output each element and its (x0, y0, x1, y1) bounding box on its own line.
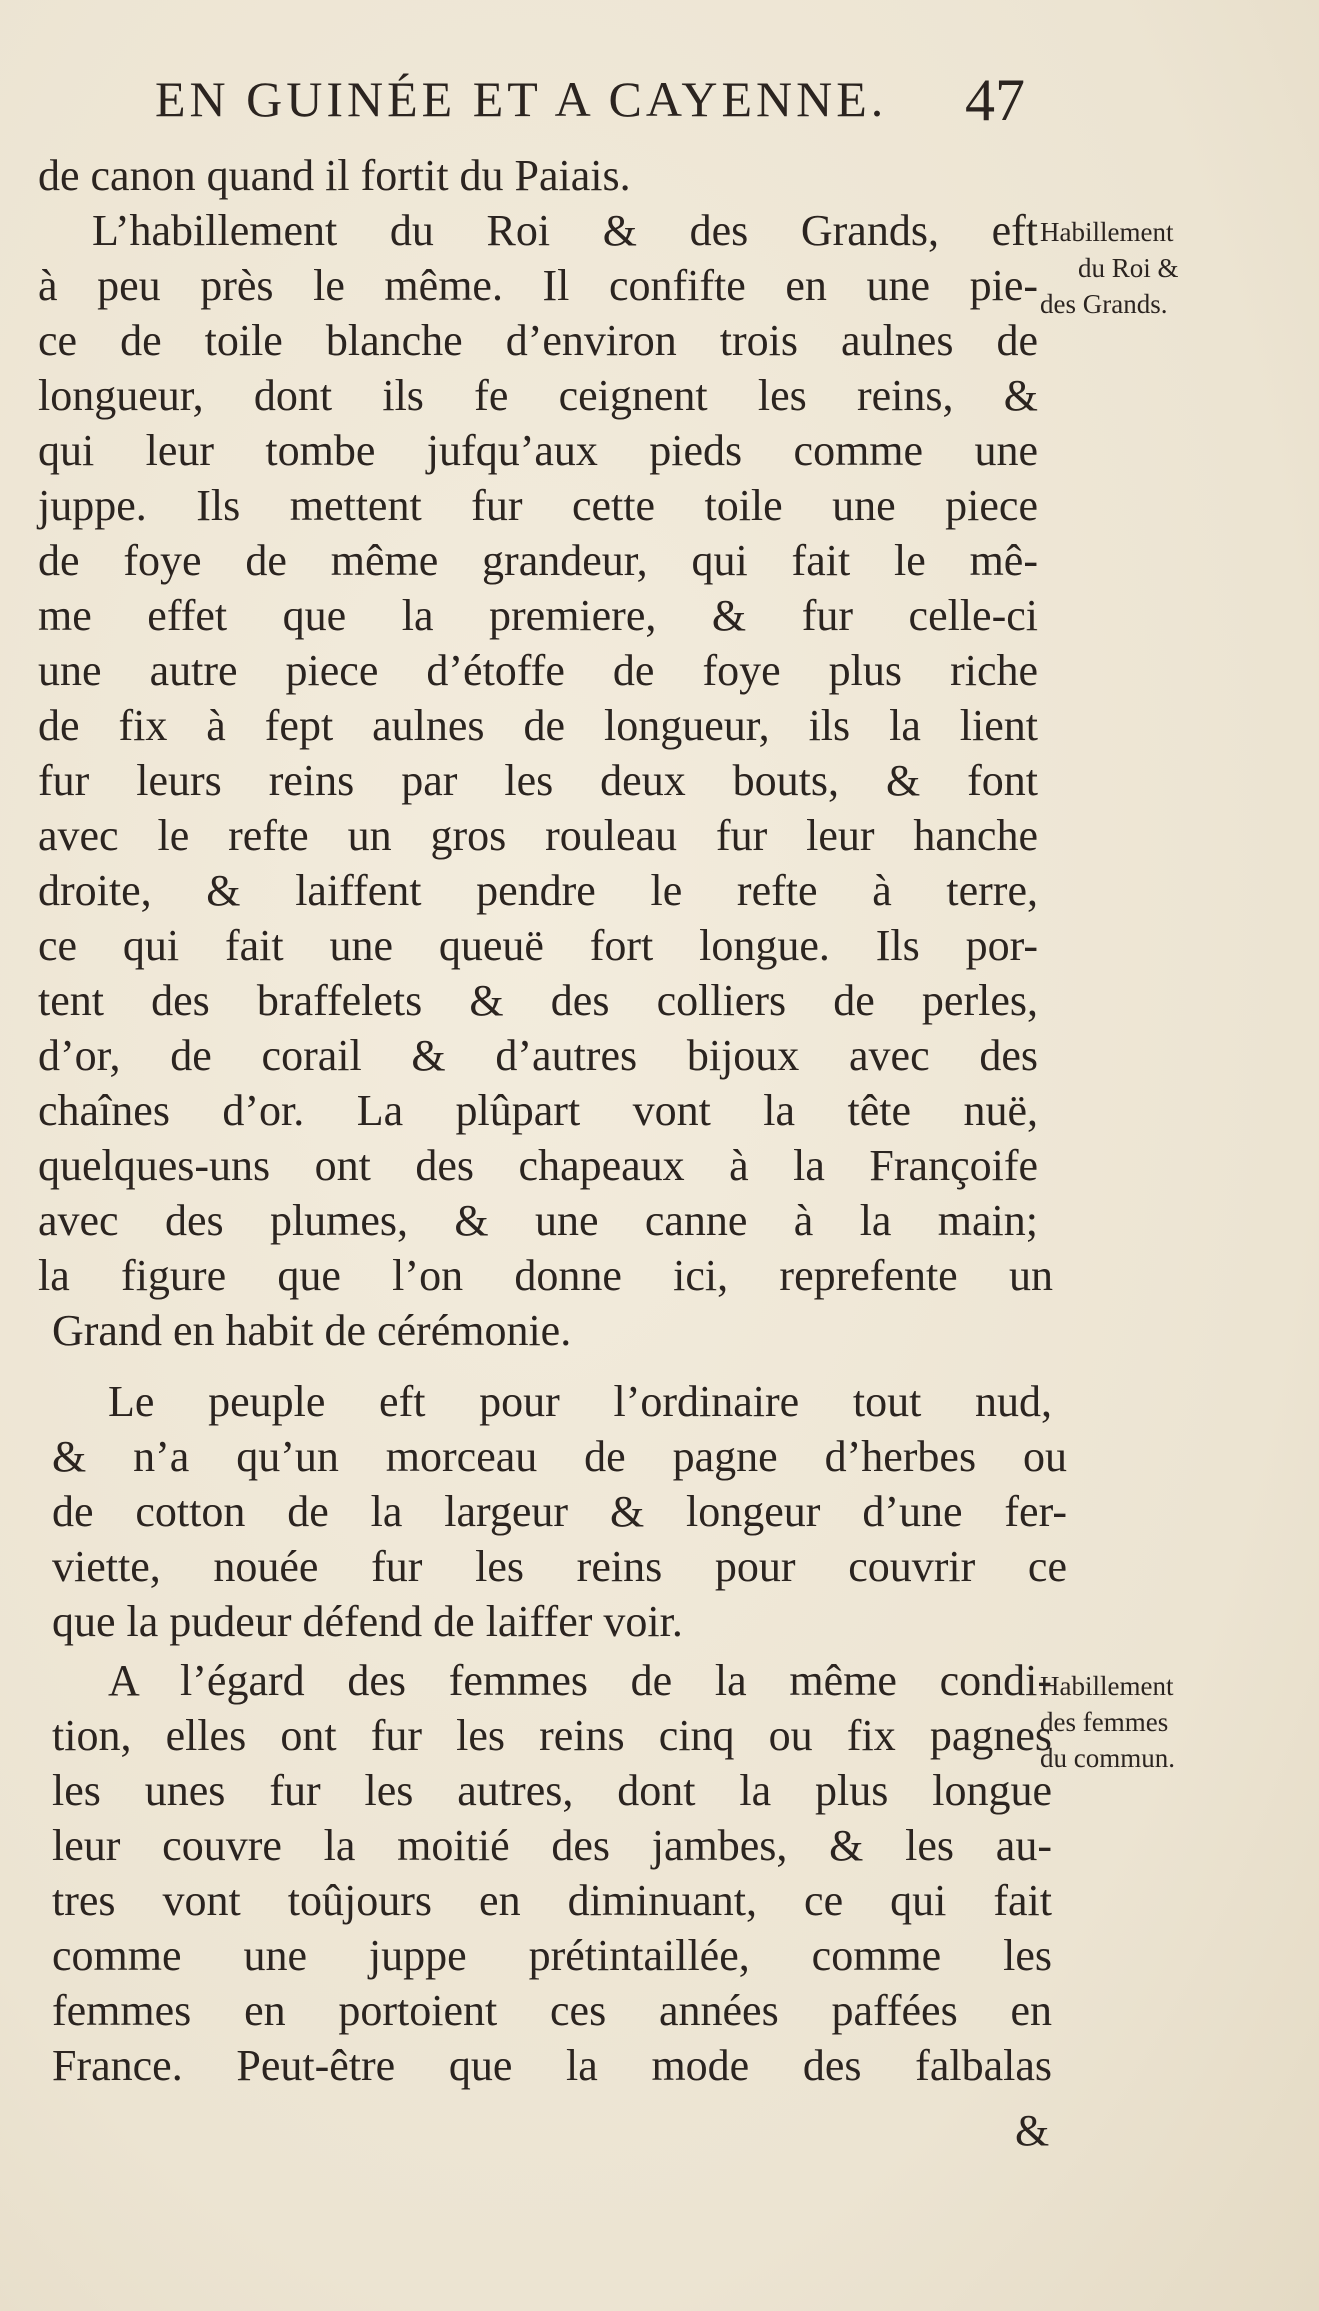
text-line: tent des braffelets & des colliers de perles, (38, 976, 1038, 1025)
running-head: EN GUINÉE ET A CAYENNE. (155, 71, 888, 127)
text-line: tres vont toûjours en diminuant, ce qui fait (52, 1876, 1052, 1925)
text-line: France. Peut-être que la mode des falbalas (52, 2041, 1052, 2090)
text-line: quelques-uns ont des chapeaux à la Françoife (38, 1141, 1038, 1190)
text-line: ce de toile blanche d’environ trois aulnes de (38, 316, 1038, 365)
text-line: d’or, de corail & d’autres bijoux avec des (38, 1031, 1038, 1080)
text-line: de canon quand il fortit du Paiais. (38, 151, 631, 200)
page-header (150, 66, 1050, 136)
text-line: de fix à fept aulnes de longueur, ils la lient (38, 701, 1038, 750)
text-line: juppe. Ils mettent fur cette toile une piece (38, 481, 1038, 530)
page-number: 47 (965, 67, 1025, 133)
margin-note-line: des Grands. (1040, 289, 1168, 319)
text-line: qui leur tombe jufqu’aux pieds comme une (38, 426, 1038, 475)
text-line: avec des plumes, & une canne à la main; (38, 1196, 1038, 1245)
text-line: de foye de même grandeur, qui fait le mê- (38, 536, 1038, 585)
margin-note-habillement-roi (1040, 214, 1179, 322)
text-line: que la pudeur défend de laiffer voir. (52, 1597, 683, 1646)
text-line: A l’égard des femmes de la même condi- (108, 1656, 1052, 1705)
text-line: comme une juppe prétintaillée, comme les (52, 1931, 1052, 1980)
margin-note-habillement-femmes (1040, 1668, 1175, 1776)
text-line: L’habillement du Roi & des Grands, eft (92, 206, 1038, 255)
text-line: les unes fur les autres, dont la plus longue (52, 1766, 1052, 1815)
text-line: de cotton de la largeur & longeur d’une fer- (52, 1487, 1067, 1536)
text-line: avec le refte un gros rouleau fur leur hanche (38, 811, 1038, 860)
text-line: Grand en habit de cérémonie. (52, 1306, 572, 1355)
text-line: une autre piece d’étoffe de foye plus riche (38, 646, 1038, 695)
text-line: tion, elles ont fur les reins cinq ou fix pagnes (52, 1711, 1052, 1760)
text-line: viette, nouée fur les reins pour couvrir ce (52, 1542, 1067, 1591)
text-line: la figure que l’on donne ici, reprefente un (38, 1251, 1053, 1300)
catchword: & (1015, 2106, 1050, 2155)
text-line: femmes en portoient ces années paffées en (52, 1986, 1052, 2035)
text-line: droite, & laiffent pendre le refte à terre, (38, 866, 1038, 915)
margin-note-line: Habillement (1040, 1671, 1174, 1701)
text-line: ce qui fait une queuë fort longue. Ils por- (38, 921, 1038, 970)
text-line: me effet que la premiere, & fur celle-ci (38, 591, 1038, 640)
text-line: longueur, dont ils fe ceignent les reins, & (38, 371, 1038, 420)
text-line: & n’a qu’un morceau de pagne d’herbes ou (52, 1432, 1067, 1481)
margin-note-line: Habillement (1040, 217, 1174, 247)
text-line: leur couvre la moitié des jambes, & les au- (52, 1821, 1052, 1870)
text-line: chaînes d’or. La plûpart vont la tête nuë, (38, 1086, 1038, 1135)
text-line: Le peuple eft pour l’ordinaire tout nud, (108, 1377, 1052, 1426)
margin-note-line: du commun. (1040, 1743, 1175, 1773)
margin-note-line: des femmes (1040, 1707, 1169, 1737)
text-line: à peu près le même. Il confifte en une pie- (38, 261, 1038, 310)
text-line: fur leurs reins par les deux bouts, & font (38, 756, 1038, 805)
margin-note-line: du Roi & (1078, 253, 1179, 283)
